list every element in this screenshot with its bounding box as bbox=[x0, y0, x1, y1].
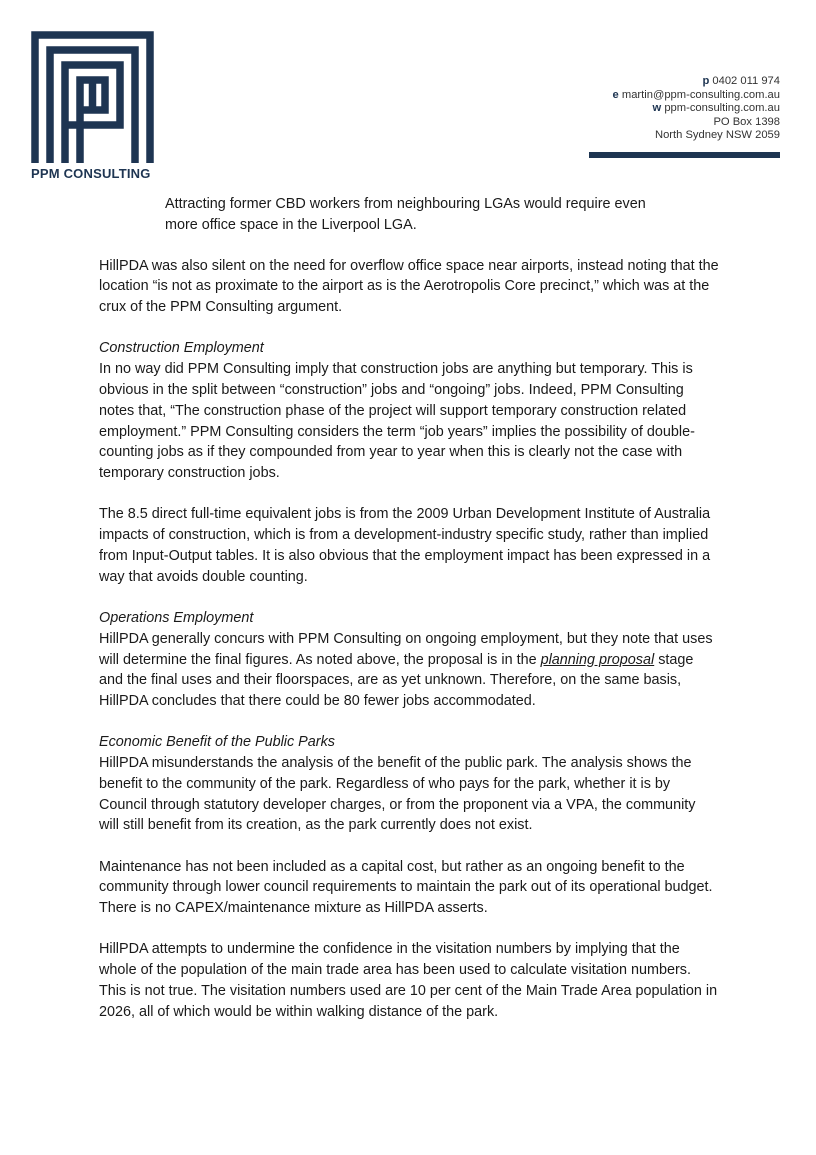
header-divider-bar bbox=[589, 152, 780, 158]
heading-operations-employment: Operations Employment bbox=[99, 609, 254, 626]
contact-po-box: PO Box 1398 bbox=[713, 115, 780, 128]
company-name: PPM CONSULTING bbox=[31, 166, 151, 181]
emphasis-planning-proposal: planning proposal bbox=[540, 651, 655, 668]
company-logo bbox=[31, 31, 154, 181]
contact-block bbox=[613, 75, 780, 143]
paragraph-construction-1: In no way did PPM Consulting imply that construction jobs are anything but temporary. This is obvious in the split between “construction” jobs and “ongoing” jobs. Indeed, PPM Consulting notes that, “The construction phase of the project will support temporary construction related employment.” PPM Consulting considers the term “job years” implies the possibility of double-counting jobs as if they compounded from year to year when this is clearly not the case with temporary construction jobs. bbox=[99, 361, 695, 482]
contact-email[interactable]: e martin@ppm-consulting.com.au bbox=[612, 88, 780, 101]
heading-public-parks: Economic Benefit of the Public Parks bbox=[99, 734, 335, 751]
paragraph-overflow-office: HillPDA was also silent on the need for overflow office space near airports, instead noting that the location “is not as proximate to the airport as is the Aerotropolis Core precinct,” which was at the crux of the PPM Consulting argument. bbox=[99, 257, 719, 316]
document-body bbox=[99, 194, 719, 1043]
contact-website[interactable]: w ppm-consulting.com.au bbox=[652, 102, 780, 115]
block-quote: Attracting former CBD workers from neighbouring LGAs would require even more office space in the Liverpool LGA. bbox=[165, 196, 646, 233]
paragraph-parks-3: HillPDA attempts to undermine the confidence in the visitation numbers by implying that the whole of the population of the main trade area has been used to calculate visitation numbers. This is not true. The visitation numbers used are 10 per cent of the Main Trade Area population in 2026, all of which would be within walking distance of the park. bbox=[99, 941, 718, 1020]
paragraph-parks-1: HillPDA misunderstands the analysis of the benefit of the public park. The analysis shows the benefit to the community of the park. Regardless of who pays for the park, whether it is by Council through statutory developer charges, or from the proponent via a VPA, the community will still benefit from its creation, as the park currently does not exist. bbox=[99, 755, 696, 834]
paragraph-parks-2: Maintenance has not been included as a capital cost, but rather as an ongoing benefit to the community through lower council requirements to maintain the park out of its operational budget. There is no CAPEX/maintenance mixture as HillPDA asserts. bbox=[99, 858, 713, 917]
paragraph-operations: HillPDA generally concurs with PPM Consulting on ongoing employment, but they note that uses will determine the final figures. As noted above, the proposal is in the planning proposal stage and the final uses and their floorspaces, are as yet unknown. Therefore, on the same basis, HillPDA concludes that there could be 80 fewer jobs accommodated. bbox=[99, 630, 713, 710]
contact-phone: p 0402 011 974 bbox=[702, 75, 780, 87]
ppm-logo-mark-icon bbox=[31, 31, 154, 163]
contact-address: North Sydney NSW 2059 bbox=[655, 129, 780, 142]
heading-construction-employment: Construction Employment bbox=[99, 340, 264, 357]
paragraph-construction-2: The 8.5 direct full-time equivalent jobs is from the 2009 Urban Development Institute of Australia impacts of construction, which is from a development-industry specific study, rather than implied from Input-Output tables. It is also obvious that the employment impact has been expressed in a way that avoids double counting. bbox=[99, 506, 711, 585]
